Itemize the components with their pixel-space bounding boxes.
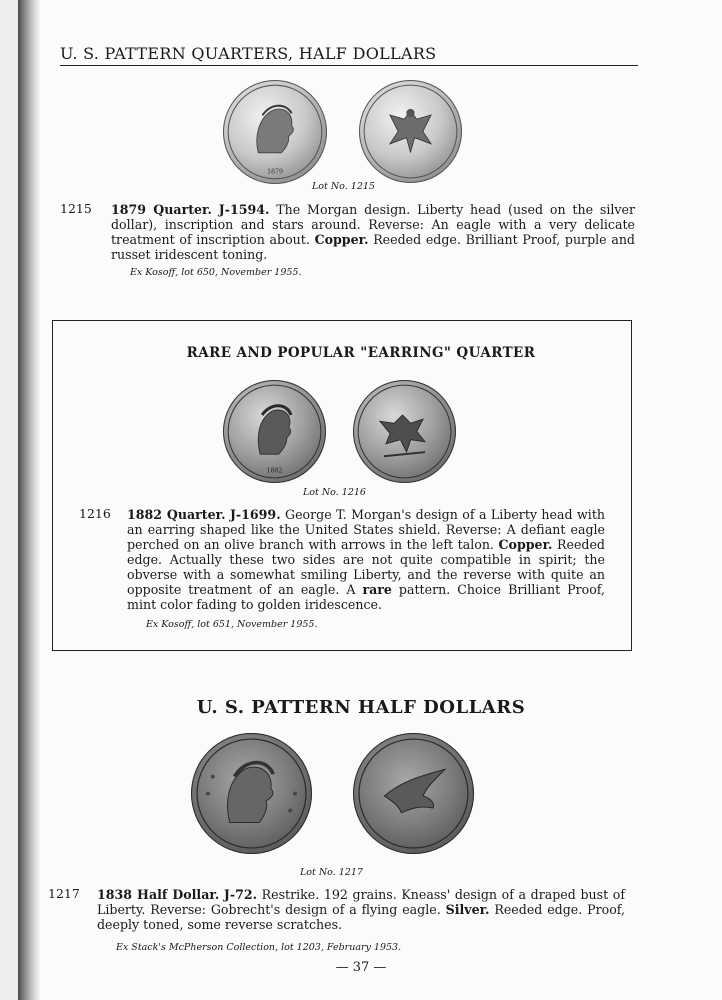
lot-1217-text-b: Reeded edge. Proof, deeply toned, some reverse scratches. [97,902,625,932]
lot-1217-caption: Lot No. 1217 [300,867,363,878]
lot-1215-metal: Copper. [314,232,369,247]
lot-1215-heading: 1879 Quarter. [111,202,212,217]
lot-1216-metal: Copper. [498,537,553,552]
lot-1216-number: 1216 [79,506,111,521]
section-title-half-dollars: U. S. PATTERN HALF DOLLARS [196,697,526,718]
coin-1216-obverse-image [223,380,326,483]
page-number: — 37 — [335,960,387,975]
coin-1216-reverse-image [353,380,456,483]
lot-1216-provenance: Ex Kosoff, lot 651, November 1955. [146,619,318,630]
lot-1217-metal: Silver. [445,902,490,917]
lot-1216-description [127,507,605,612]
running-header: U. S. PATTERN QUARTERS, HALF DOLLARS [60,44,638,66]
coin-1215-obverse-image [223,80,327,184]
lot-1216-heading: 1882 Quarter. [127,507,226,522]
lot-1215-description [111,202,635,262]
lot-1216-text-c: pattern. Choice Brilliant Proof, mint color fading to golden iridescence. [127,582,606,612]
svg-text:1882: 1882 [266,467,283,475]
coin-1217-reverse-image [353,733,474,854]
lot-1215-text-a: The Morgan design. Liberty head (used on the silver dollar), inscription and stars around. Reverse: An eagle with a very delicate treatment of inscription about. [111,202,635,247]
lot-1217-description [97,887,625,932]
lot-1217-pollock-number: J-72. [223,887,257,902]
lot-1217-number: 1217 [48,886,80,901]
lot-1215-number: 1215 [60,201,92,216]
coin-1215-reverse-image [359,80,462,183]
lot-1215-provenance: Ex Kosoff, lot 650, November 1955. [130,267,302,278]
lot-1215-caption: Lot No. 1215 [312,181,375,192]
lot-1216-caption: Lot No. 1216 [303,487,366,498]
lot-1217-text-a: Restrike. 192 grains. Kneass' design of a draped bust of Liberty. Reverse: Gobrecht's design of a flying eagle. [97,887,626,917]
lot-1217-heading: 1838 Half Dollar. [97,887,220,902]
lot-1216-text-b: Reeded edge. Actually these two sides are not quite compatible in spirit; the obverse with a somewhat smiling Liberty, and the reverse with quite an opposite treatment of an eagle. A [127,537,605,597]
lot-1215-text-b: Reeded edge. Brilliant Proof, purple and russet iridescent toning. [111,232,635,262]
svg-text:1879: 1879 [267,168,283,176]
lot-1216-text-a: George T. Morgan's design of a Liberty head with an earring shaped like the United States shield. Reverse: A defiant eagle perched on an olive branch with arrows in the left talon. [127,507,605,552]
lot-1216-rarity: rare [362,582,392,597]
lot-1217-provenance: Ex Stack's McPherson Collection, lot 1203, February 1953. [116,942,402,953]
book-gutter-shadow [18,0,40,1000]
feature-box-title: RARE AND POPULAR "EARRING" QUARTER [186,345,536,361]
lot-1216-pollock-number: J-1699. [229,507,281,522]
coin-1217-obverse-image [191,733,312,854]
lot-1215-pollock-number: J-1594. [218,202,270,217]
